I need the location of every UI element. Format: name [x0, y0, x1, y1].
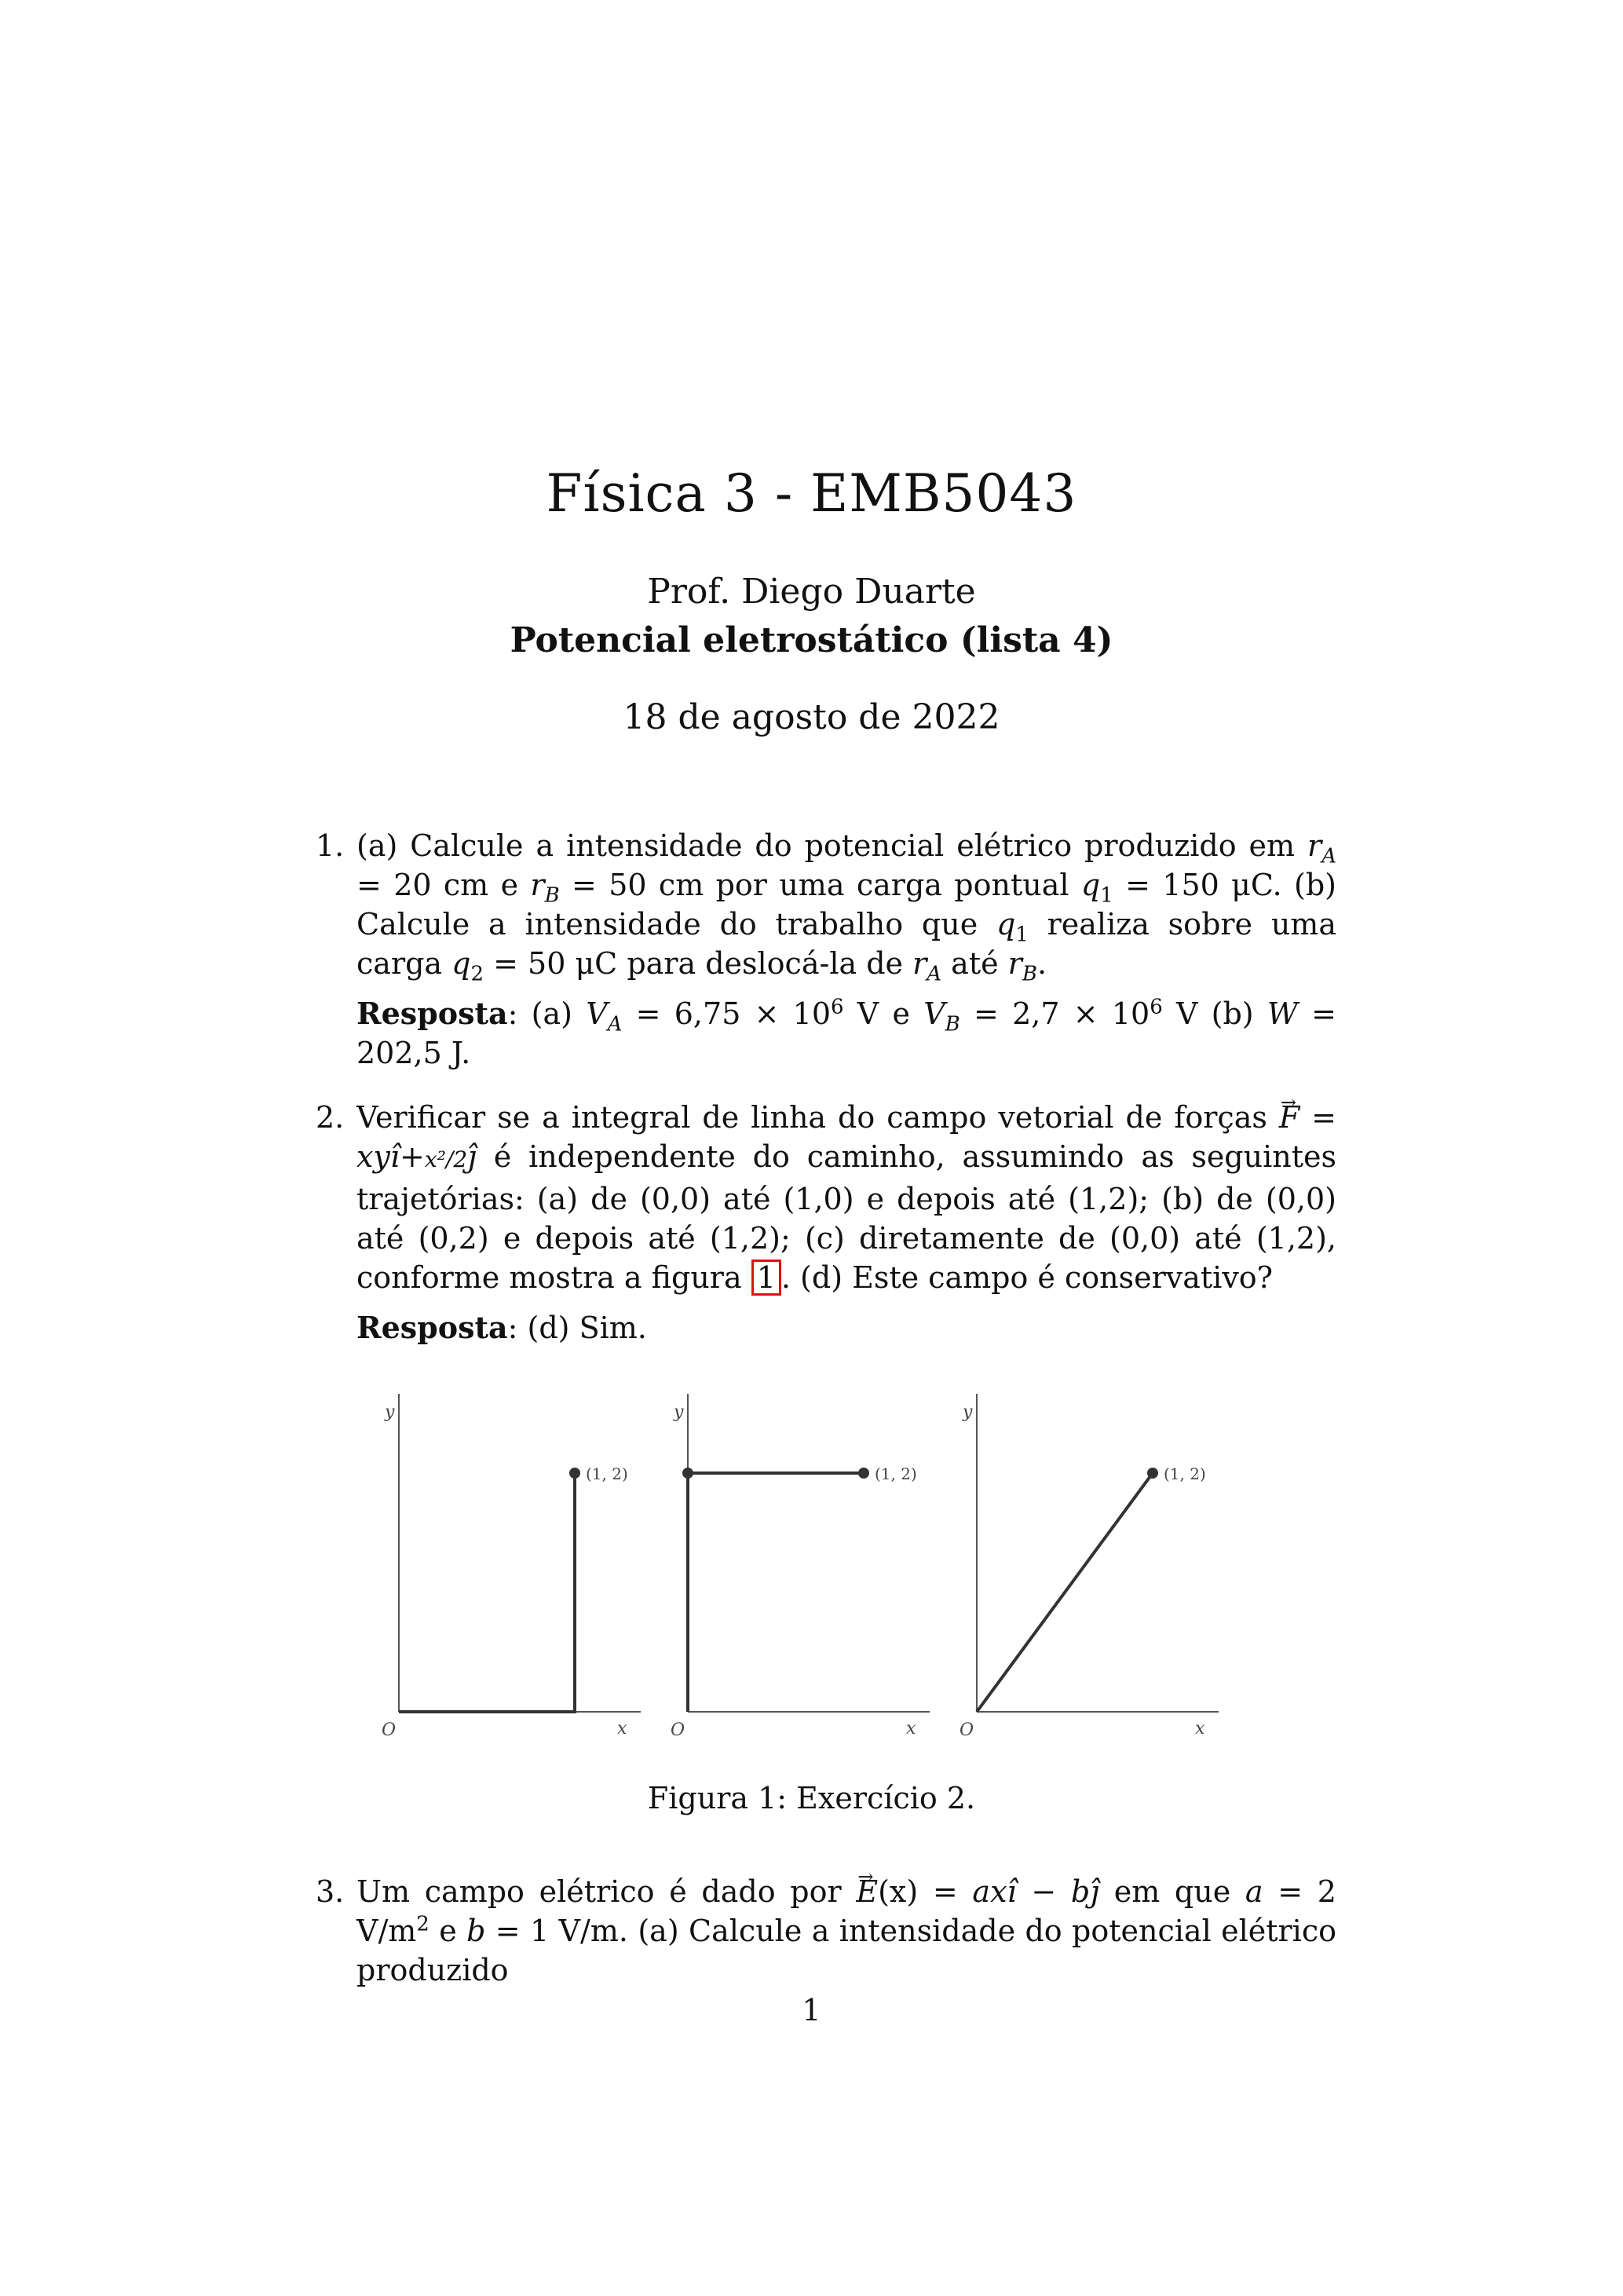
- x-axis-label: x: [617, 1719, 627, 1738]
- origin-label: O: [671, 1720, 685, 1740]
- exercise-number: 1.: [316, 828, 345, 863]
- origin-label: O: [382, 1720, 397, 1740]
- exercise-answer: Resposta: (a) $V_A = 6,75 \times 10^6$ V e $V_B = 2,7 \times 10^6$ V (b) W = 202,5 J.: [356, 995, 1336, 1070]
- trajectory-path: [977, 1473, 1153, 1712]
- exercise-body: Um campo elétrico é dado por → E(x) = axî − bĵ em que a = 2 $V/m^2$ e b = 1 V/m. (a) Calcule a intensidade do potencial elétrico produzido: [356, 1872, 1336, 1990]
- answer-label: Resposta: [356, 1310, 508, 1345]
- author-name: Prof. Diego Duarte: [647, 572, 976, 612]
- document-title: Física 3 - EMB5043: [546, 463, 1077, 524]
- endpoint-label: (1, 2): [875, 1464, 917, 1483]
- y-axis-label: y: [385, 1402, 395, 1422]
- y-axis-label: y: [674, 1402, 684, 1422]
- exercise-answer: Resposta: (d) Sim.: [356, 1310, 647, 1345]
- exercise-number: 2.: [316, 1100, 345, 1135]
- trajectory-path: [688, 1473, 864, 1712]
- x-axis-label: x: [906, 1719, 916, 1738]
- endpoint-label: (1, 2): [1164, 1464, 1206, 1483]
- corner-dot: [682, 1468, 693, 1479]
- answer-label: Resposta: [356, 996, 508, 1031]
- trajectory-path: [399, 1473, 575, 1712]
- endpoint-dot: [569, 1468, 580, 1479]
- exercise-body: Verificar se a integral de linha do campo vetorial de forças → F = xyî+x²/2ĵ é independente do caminho, assumindo as seguintes trajetórias: (a) de (0,0) até (1,0) e depois até (1,2); (b) de (0,0) até (0,2) e depois até (1,2); (c) diretamente de (0,0) até (1,2), conforme mostra a figura 1 . (d) Este campo é conservativo? Resposta: (d) Sim.: [356, 1098, 1336, 1347]
- figure-1: [369, 1366, 1256, 1751]
- x-axis-label: x: [1195, 1719, 1205, 1738]
- endpoint-dot: [1147, 1468, 1158, 1479]
- page-number: 1: [802, 1993, 821, 2027]
- figure-reference-link[interactable]: 1: [751, 1260, 781, 1296]
- origin-label: O: [960, 1720, 974, 1740]
- exercise-number: 3.: [316, 1874, 345, 1909]
- exercise-body: (a) Calcule a intensidade do potencial elétrico produzido em $r_A = 20$ cm e $r_B = 50$ cm por uma carga pontual $q_1 = 150$ μC. (b) Calcule a intensidade do trabalho que $q_1$ realiza sobre uma carga $q_2 = 50$ μC para deslocá-la de $r_A$ até $r_B$. Resposta: (a) $V_A = 6,75 \times 10^6$ V e $V_B = 2,7 \times 10^6$ V (b) W = 202,5 J.: [356, 826, 1336, 1073]
- document-date: 18 de agosto de 2022: [623, 697, 1000, 737]
- document-subtitle: Potencial eletrostático (lista 4): [510, 620, 1113, 660]
- y-axis-label: y: [963, 1402, 973, 1422]
- endpoint-dot: [858, 1468, 869, 1479]
- endpoint-label: (1, 2): [586, 1464, 628, 1483]
- figure-paths: [369, 1366, 1256, 1751]
- figure-caption: Figura 1: Exercício 2.: [647, 1781, 976, 1815]
